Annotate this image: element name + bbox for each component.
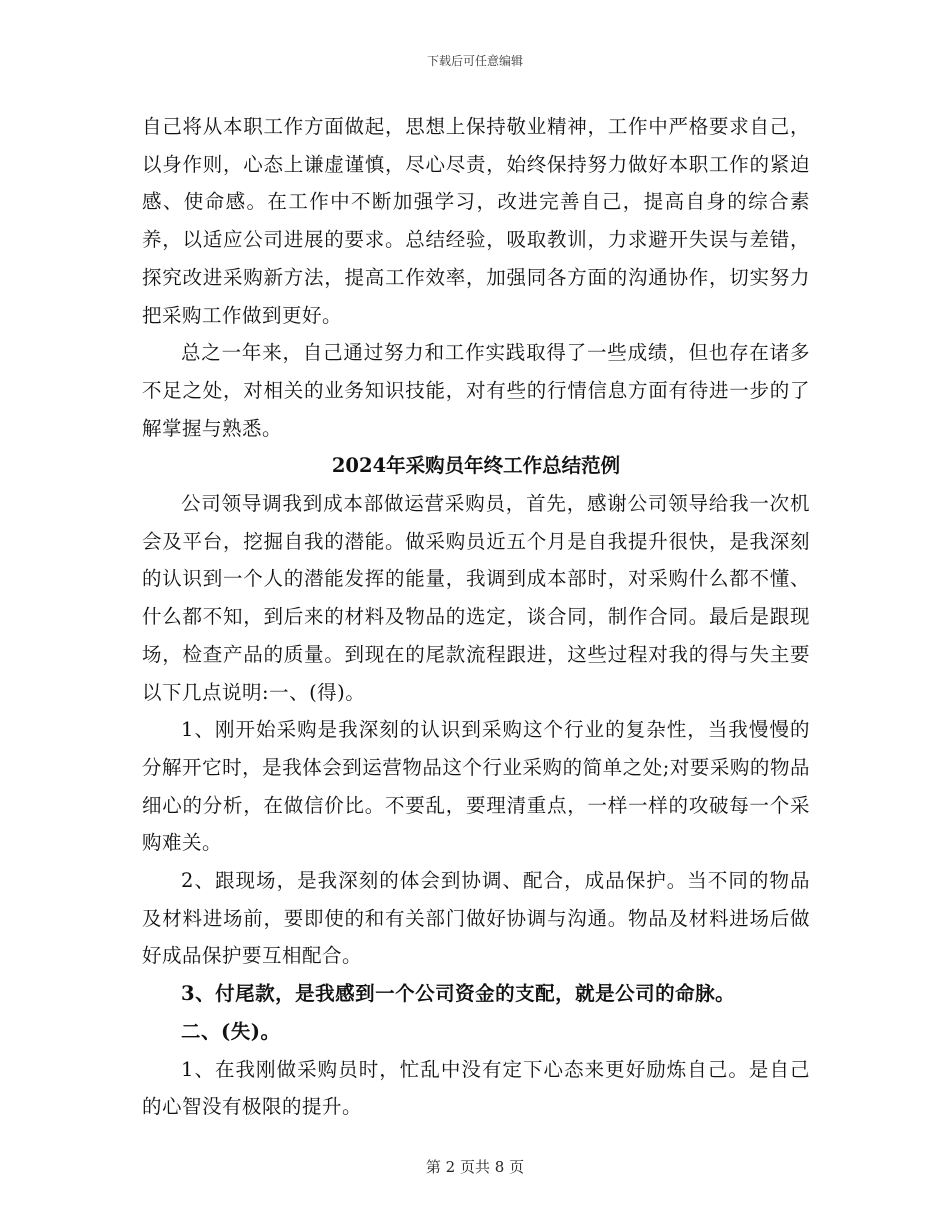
paragraph-self-improvement: 自己将从本职工作方面做起，思想上保持敬业精神，工作中严格要求自己，以身作则，心态上谦虚谨慎，尽心尽责，始终保持努力做好本职工作的紧迫感、使命感。在工作中不断加强学习，改进完善自己，提高自身的综合素养，以适应公司进展的要求。总结经验，吸取教训，力求避开失误与差错，探究改进采购新方法，提高工作效率，加强同各方面的沟通协作，切实努力把采购工作做到更好。 <box>142 115 810 327</box>
paragraph-loss-1: 1、在我刚做采购员时，忙乱中没有定下心态来更好励炼自己。是自己的心智没有极限的提升。 <box>142 1057 810 1119</box>
page-number: 第 2 页共 8 页 <box>425 1158 525 1176</box>
paragraph-summary: 总之一年来，自己通过努力和工作实践取得了一些成绩，但也存在诸多不足之处，对相关的业务知识技能，对有些的行情信息方面有待进一步的了解掌握与熟悉。 <box>142 341 810 440</box>
document-body <box>142 108 810 1126</box>
paragraph-gain-1: 1、刚开始采购是我深刻的认识到采购这个行业的复杂性，当我慢慢的分解开它时，是我体会到运营物品这个行业采购的简单之处;对要采购的物品细心的分析，在做信价比。不要乱，要理清重点，一样一样的攻破每一个采购难关。 <box>142 718 810 855</box>
paragraph-gain-3: 3、付尾款，是我感到一个公司资金的支配，就是公司的命脉。 <box>181 982 736 1006</box>
paragraph-intro: 公司领导调我到成本部做运营采购员，首先，感谢公司领导给我一次机会及平台，挖掘自我的潜能。做采购员近五个月是自我提升很快，是我深刻的认识到一个人的潜能发挥的能量，我调到成本部时，对采购什么都不懂、什么都不知，到后来的材料及物品的选定，谈合同，制作合同。最后是跟现场，检查产品的质量。到现在的尾款流程跟进，这些过程对我的得与失主要以下几点说明:一、(得)。 <box>142 492 810 704</box>
paragraph-gain-2: 2、跟现场，是我深刻的体会到协调、配合，成品保护。当不同的物品及材料进场前，要即使的和有关部门做好协调与沟通。物品及材料进场后做好成品保护要互相配合。 <box>142 869 810 968</box>
header-note: 下载后可任意编辑 <box>426 54 523 68</box>
loss-heading: 二、(失)。 <box>181 1019 281 1043</box>
section-title: 2024年采购员年终工作总结范例 <box>331 454 621 478</box>
